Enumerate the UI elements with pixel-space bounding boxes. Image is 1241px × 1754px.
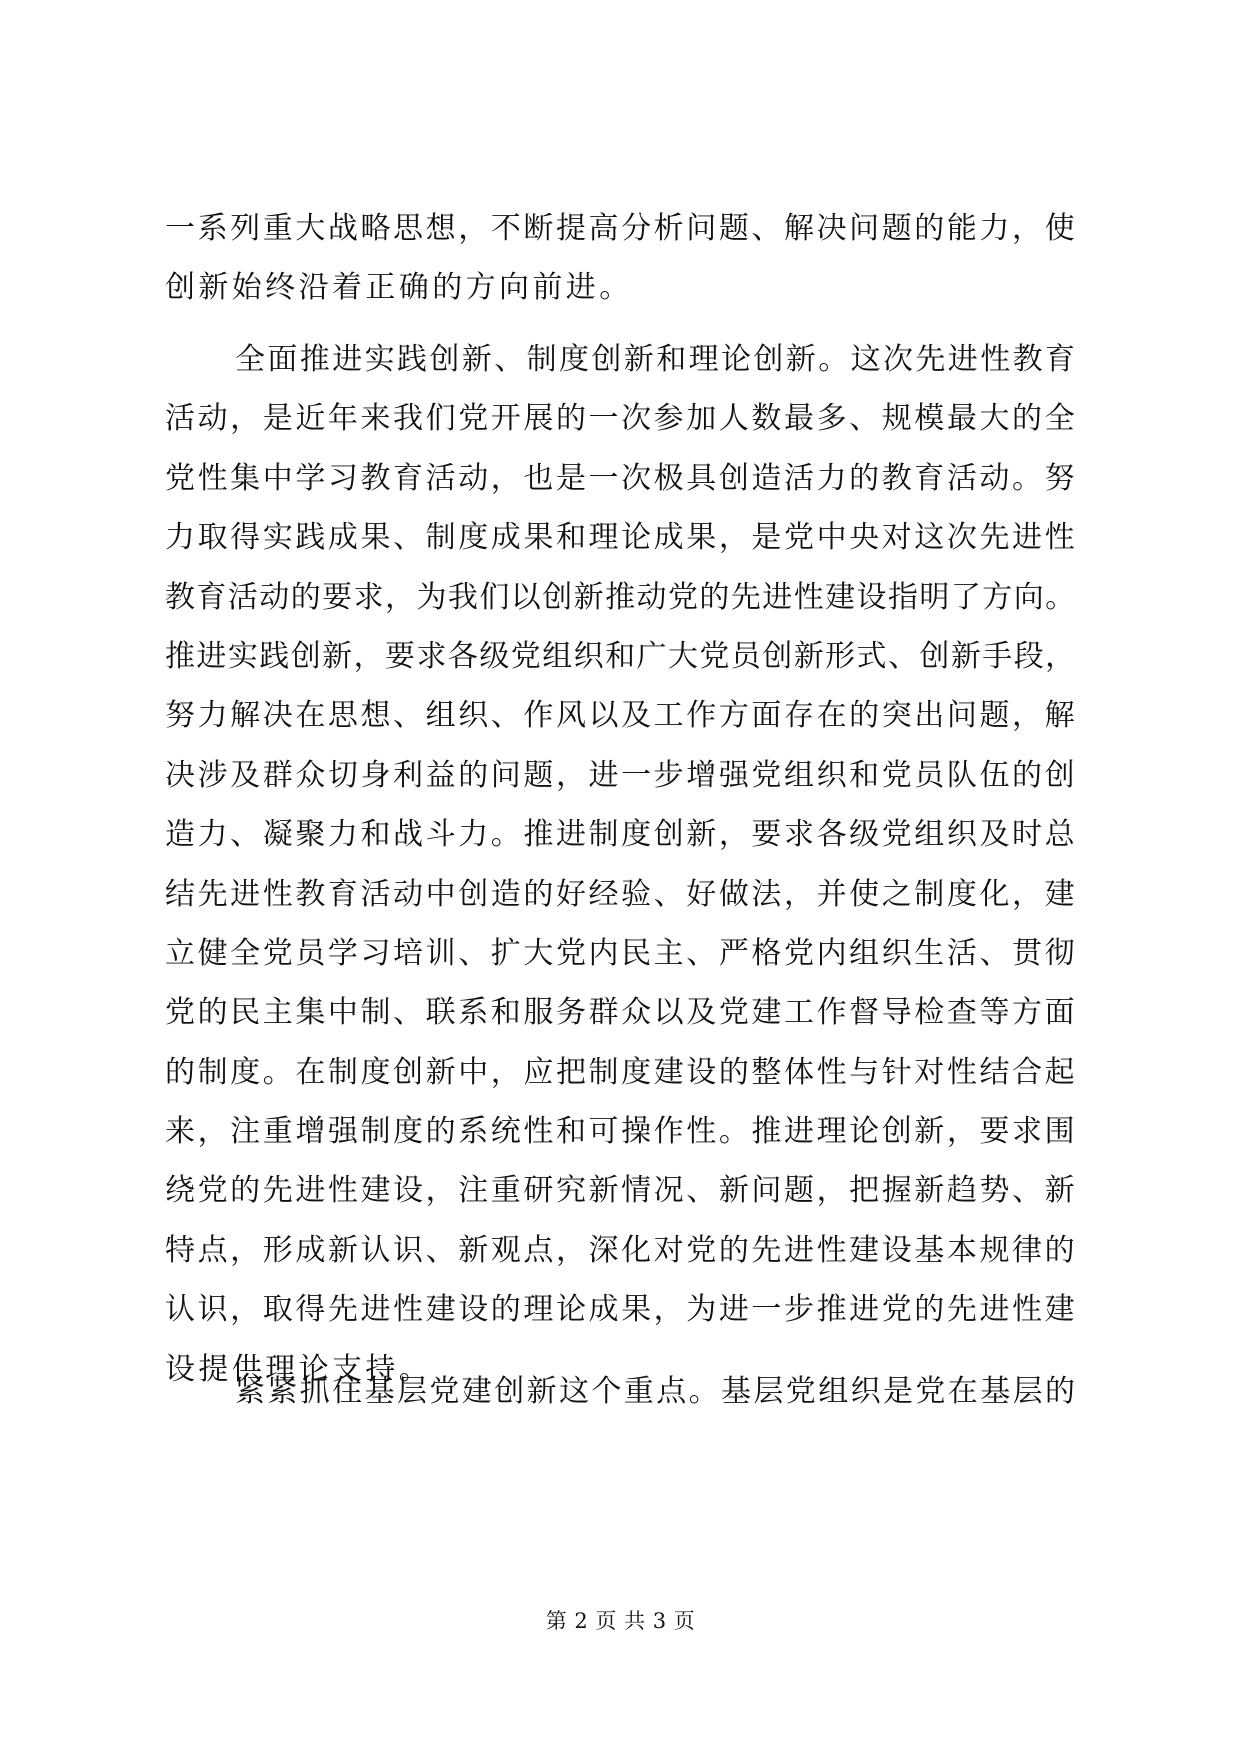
page-number-footer: 第 2 页 共 3 页	[545, 1609, 696, 1633]
text-line: 教育活动的要求，为我们以创新推动党的先进性建设指明了方向。	[165, 579, 1077, 615]
text-line: 绕党的先进性建设，注重研究新情况、新问题，把握新趋势、新	[165, 1173, 1078, 1209]
text-line: 活动，是近年来我们党开展的一次参加人数最多、规模最大的全	[165, 401, 1078, 437]
text-line: 的制度。在制度创新中，应把制度建设的整体性与针对性结合起	[165, 1054, 1078, 1090]
text-line: 结先进性教育活动中创造的好经验、好做法，并使之制度化，建	[165, 876, 1078, 912]
paragraph-3	[165, 1362, 1077, 1421]
text-line: 一系列重大战略思想，不断提高分析问题、解决问题的能力，使	[165, 211, 1078, 246]
text-line: 党性集中学习教育活动，也是一次极具创造活力的教育活动。努	[165, 460, 1078, 496]
text-line: 造力、凝聚力和战斗力。推进制度创新，要求各级党组织及时总	[165, 817, 1078, 853]
text-line: 立健全党员学习培训、扩大党内民主、严格党内组织生活、贯彻	[165, 935, 1078, 971]
text-line: 努力解决在思想、组织、作风以及工作方面存在的突出问题，解	[165, 698, 1078, 734]
text-line: 党的民主集中制、联系和服务群众以及党建工作督导检查等方面	[165, 995, 1078, 1031]
text-line: 特点，形成新认识、新观点，深化对党的先进性建设基本规律的	[165, 1232, 1078, 1268]
text-line: 力取得实践成果、制度成果和理论成果，是党中央对这次先进性	[165, 520, 1078, 556]
text-line: 紧紧抓住基层党建创新这个重点。基层党组织是党在基层的	[235, 1374, 1078, 1409]
text-line: 设提供理论支持。	[165, 1351, 433, 1387]
text-line: 决涉及群众切身利益的问题，进一步增强党组织和党员队伍的创	[165, 757, 1078, 793]
text-line: 来，注重增强制度的系统性和可操作性。推进理论创新，要求围	[165, 1114, 1078, 1150]
paragraph-2	[165, 330, 1077, 1399]
text-line: 推进实践创新，要求各级党组织和广大党员创新形式、创新手段，	[165, 638, 1077, 674]
text-line: 认识，取得先进性建设的理论成果，为进一步推进党的先进性建	[165, 1292, 1078, 1328]
text-line: 创新始终沿着正确的方向前进。	[165, 270, 633, 306]
text-line: 全面推进实践创新、制度创新和理论创新。这次先进性教育	[235, 342, 1078, 377]
paragraph-1	[165, 199, 1077, 318]
